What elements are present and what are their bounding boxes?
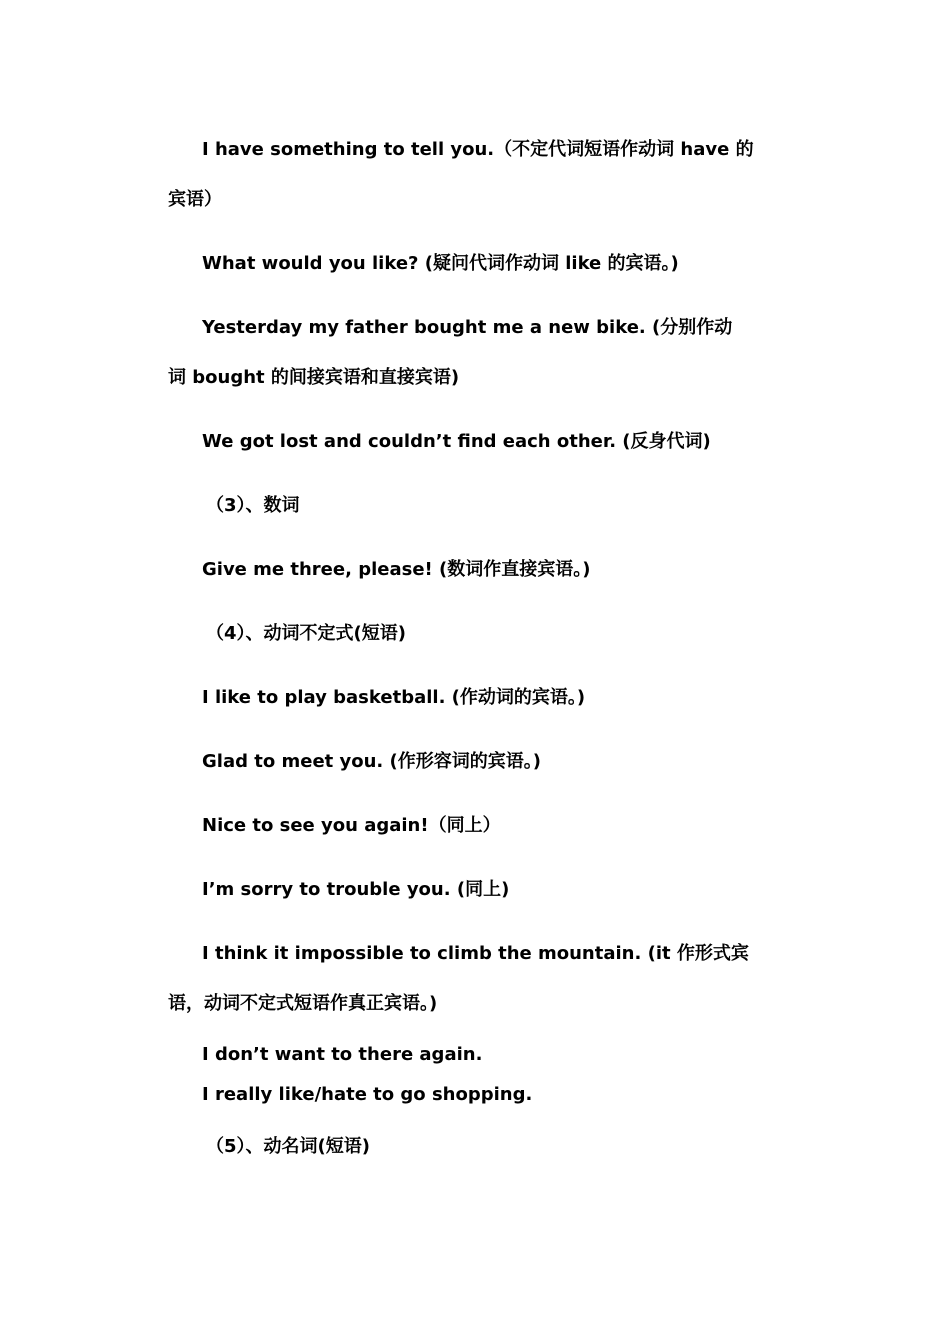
text-line-10: I like to play basketball. (作动词的宾语。) bbox=[202, 687, 586, 708]
text-line-3: What would you like? (疑问代词作动词 like 的宾语。) bbox=[202, 253, 679, 274]
text-line-5: 词 bought 的间接宾语和直接宾语) bbox=[168, 367, 460, 388]
text-line-16: I don’t want to there again. bbox=[202, 1044, 483, 1065]
text-line-6: We got lost and couldn’t find each other. (反身代词) bbox=[202, 431, 711, 452]
text-line-13: I’m sorry to trouble you. (同上) bbox=[202, 879, 510, 900]
text-line-1: I have something to tell you.（不定代词短语作动词 have 的 bbox=[202, 139, 754, 160]
text-line-14: I think it impossible to climb the mountain. (it 作形式宾 bbox=[202, 943, 749, 964]
text-line-15: 语，动词不定式短语作真正宾语。) bbox=[168, 993, 438, 1014]
text-line-11: Glad to meet you. (作形容词的宾语。) bbox=[202, 751, 541, 772]
section-heading-infinitive: （4）、动词不定式(短语) bbox=[206, 623, 406, 644]
text-line-17: I really like/hate to go shopping. bbox=[202, 1084, 533, 1105]
text-line-8: Give me three, please! (数词作直接宾语。) bbox=[202, 559, 591, 580]
text-line-12: Nice to see you again!（同上） bbox=[202, 815, 501, 836]
section-heading-gerund: （5）、动名词(短语) bbox=[206, 1136, 370, 1157]
section-heading-numerals: （3）、数词 bbox=[206, 495, 300, 516]
text-line-4: Yesterday my father bought me a new bike. (分别作动 bbox=[202, 317, 733, 338]
text-line-2: 宾语） bbox=[168, 189, 222, 210]
